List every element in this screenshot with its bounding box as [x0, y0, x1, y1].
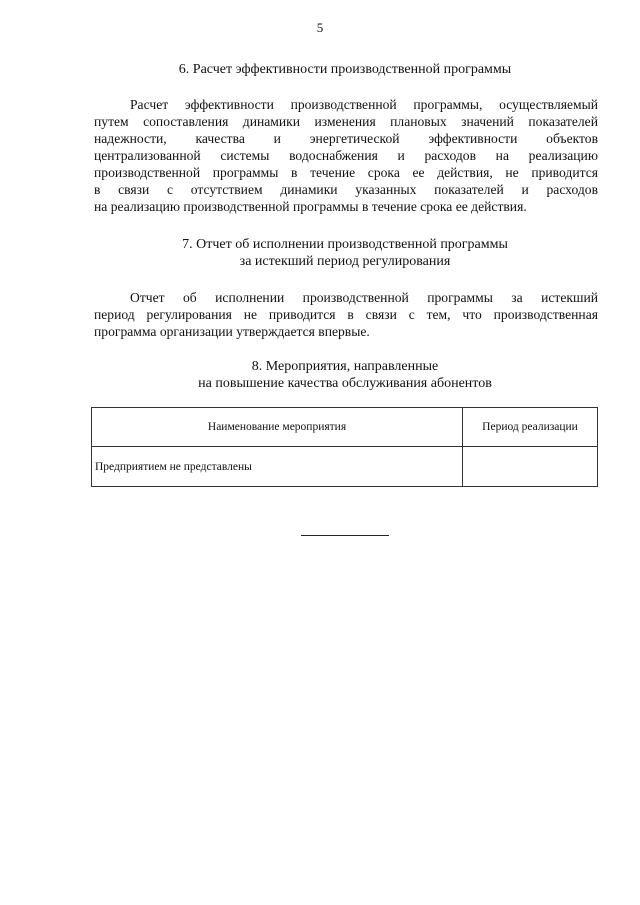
- table-header-row: [92, 408, 598, 447]
- section-8-heading-line-1: 8. Мероприятия, направленные: [251, 359, 439, 374]
- paragraph-line: Расчет эффективности производственной программы, осуществляемый: [130, 97, 598, 112]
- section-7-heading-line-2: за истекший период регулирования: [239, 254, 451, 269]
- column-header-period: Период реализации: [463, 408, 598, 447]
- section-6-heading: 6. Расчет эффективности производственной программы: [178, 62, 512, 77]
- paragraph-line: производственной программы в течение срока ее действия, не приводится: [94, 165, 598, 180]
- measures-table: [91, 407, 598, 487]
- paragraph-line: путем сопоставления динамики изменения плановых значений показателей: [94, 114, 598, 129]
- section-7-heading: [92, 236, 598, 270]
- paragraph-line: Отчет об исполнении производственной программы за истекший: [130, 290, 598, 305]
- section-8-heading-line-2: на повышение качества обслуживания абонентов: [198, 376, 492, 391]
- paragraph-line: централизованной системы водоснабжения и расходов на реализацию: [94, 148, 598, 163]
- section-8-heading: [92, 358, 598, 392]
- table-cell-measure-name: Предприятием не представлены: [92, 447, 463, 487]
- page-number: 5: [316, 20, 324, 35]
- section-7-heading-line-1: 7. Отчет об исполнении производственной программы: [182, 237, 508, 252]
- paragraph-line: надежности, качества и энергетической эффективности объектов: [94, 131, 598, 146]
- paragraph-line: программа организации утверждается впервые.: [94, 324, 370, 339]
- paragraph-line: период регулирования не приводится в связи с тем, что производственная: [94, 307, 598, 322]
- table-row: [92, 447, 598, 487]
- table-cell-period: [463, 447, 598, 487]
- column-header-measure-name: Наименование мероприятия: [92, 408, 463, 447]
- section-6-paragraph: [94, 96, 598, 215]
- paragraph-line: на реализацию производственной программы в течение срока ее действия.: [94, 199, 527, 214]
- end-of-document-rule: [301, 535, 389, 536]
- section-7-paragraph: [94, 289, 598, 340]
- paragraph-line: в связи с отсутствием динамики указанных показателей и расходов: [94, 182, 598, 197]
